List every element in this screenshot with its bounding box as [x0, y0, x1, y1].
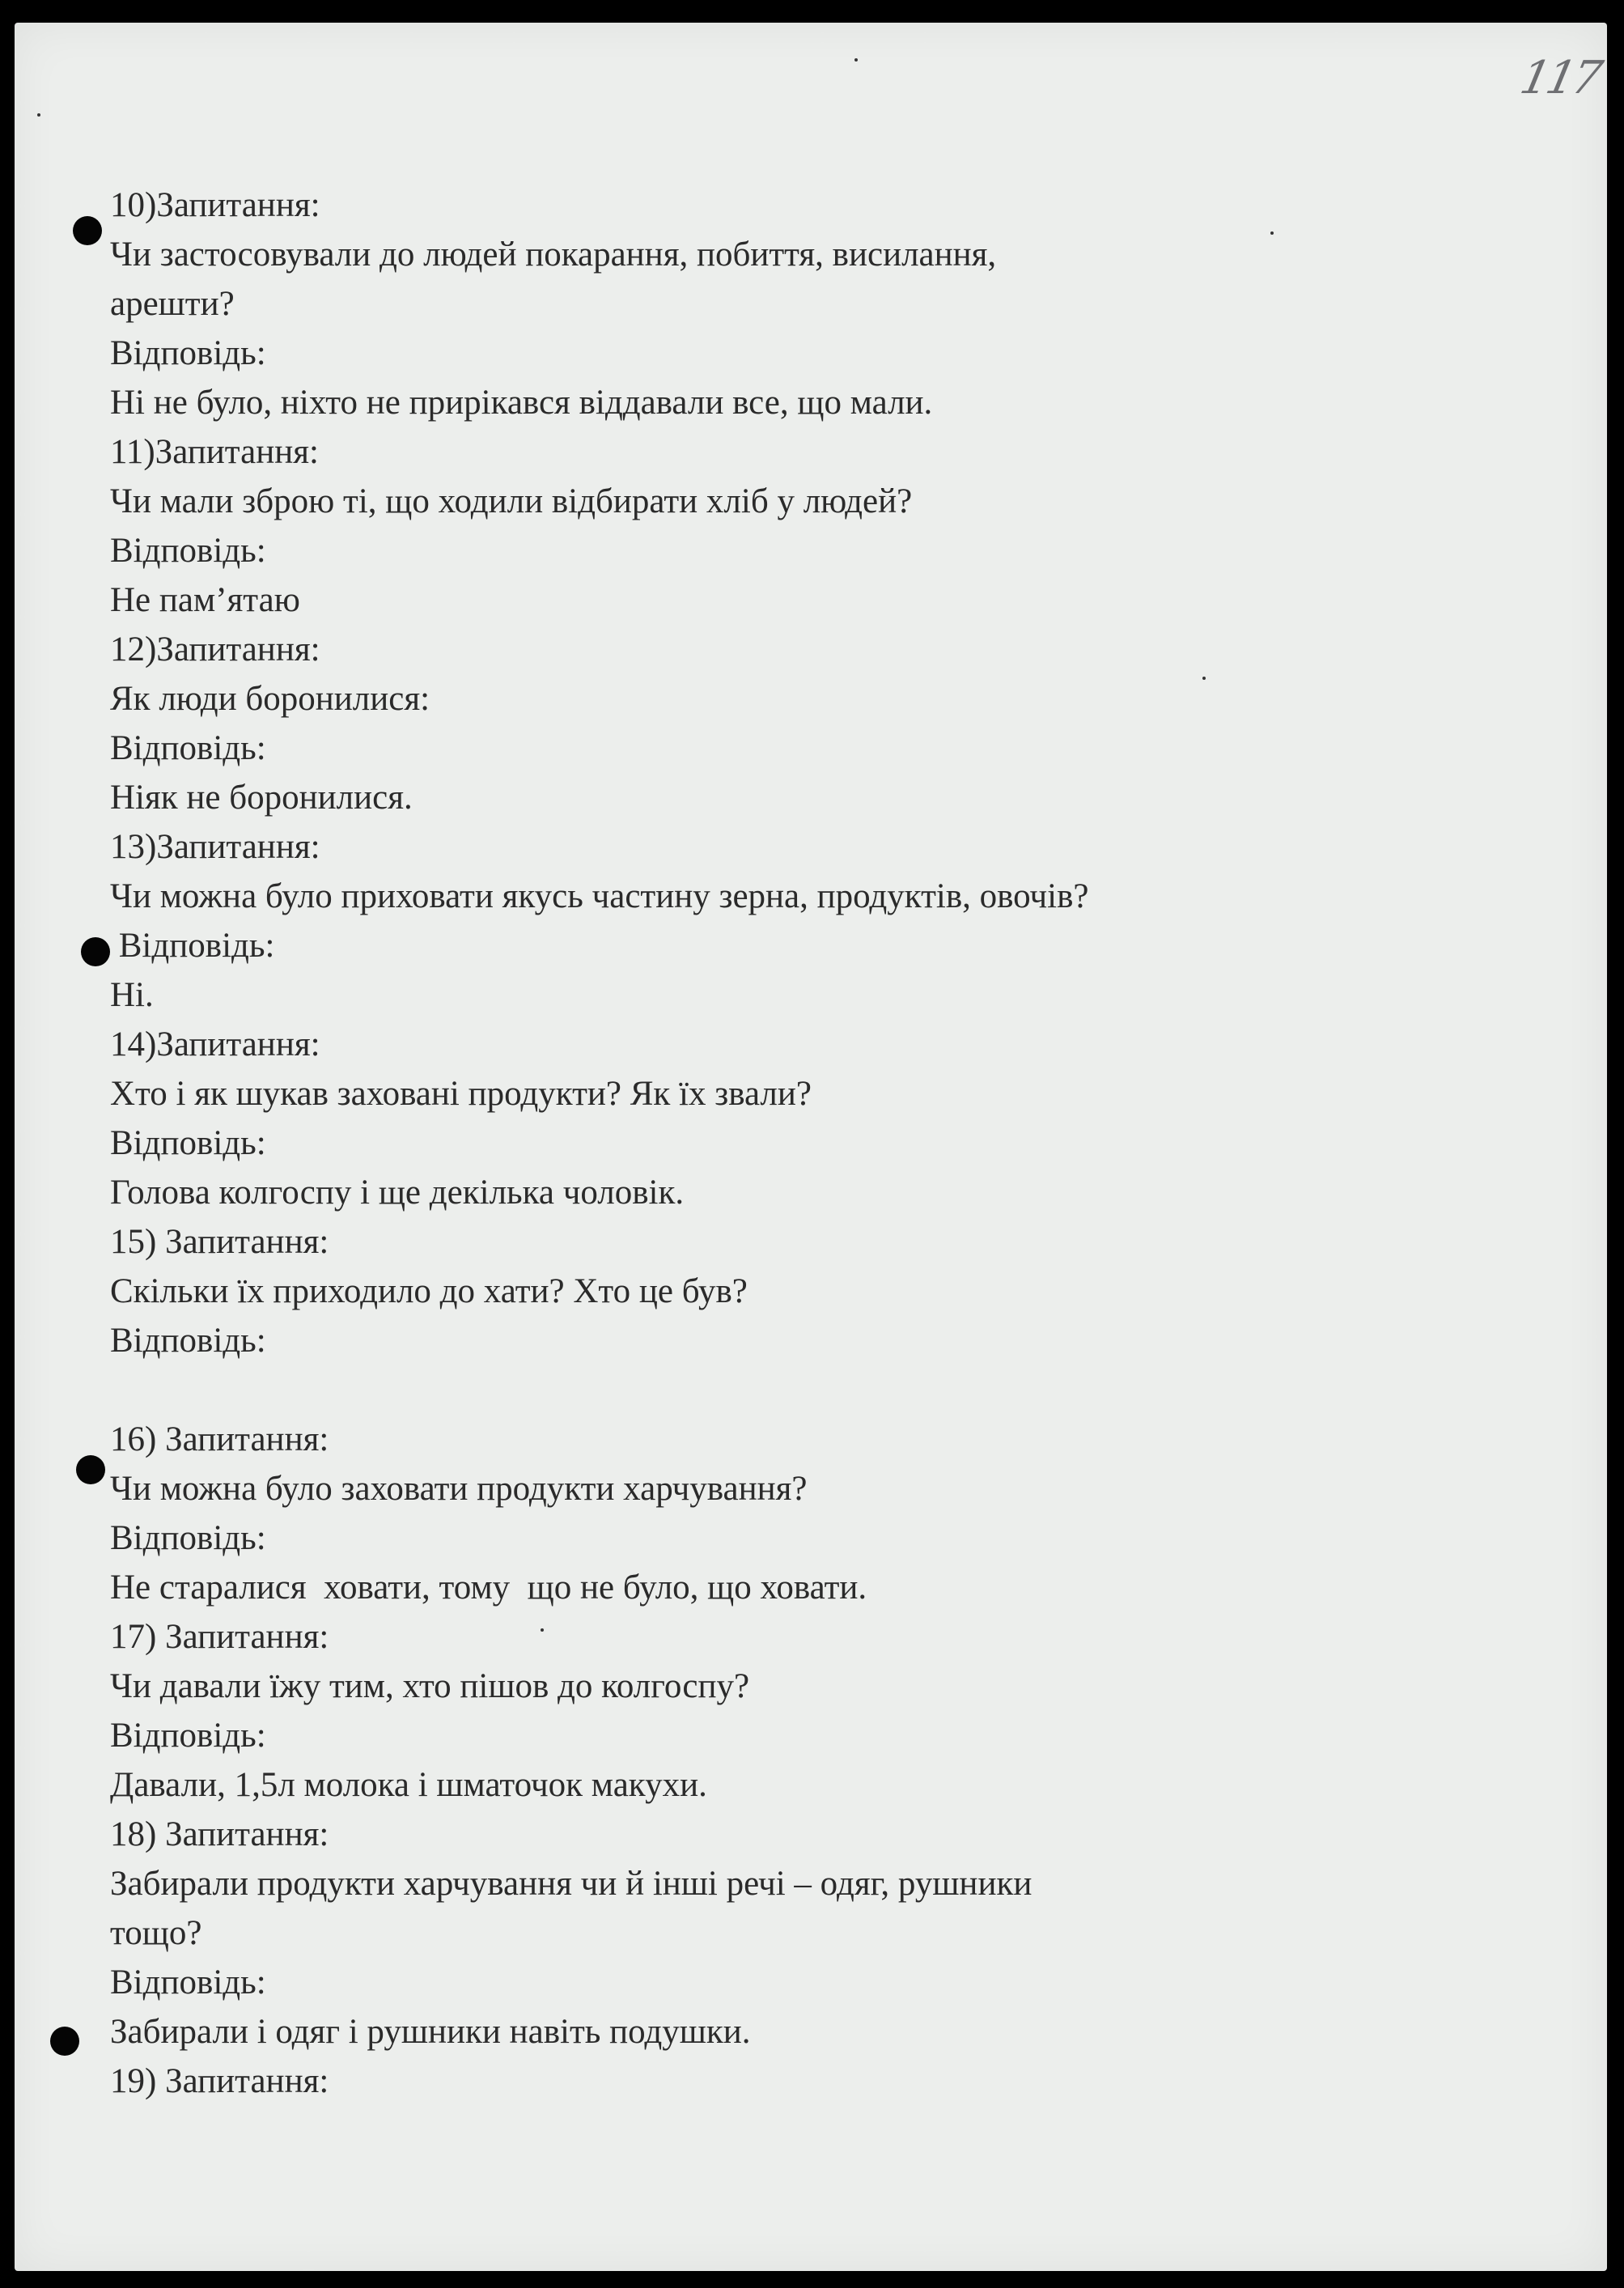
question-text: Чи можна було заховати продукти харчування?	[110, 1470, 808, 1508]
answer-text: Давали, 1,5л молока і шматочок макухи.	[110, 1766, 707, 1804]
punch-hole	[50, 2027, 79, 2056]
question-heading: 16) Запитання:	[110, 1420, 329, 1458]
question-heading: 15) Запитання:	[110, 1223, 329, 1261]
question-heading: 10)Запитання:	[110, 186, 320, 224]
question-text: Чи мали зброю ті, що ходили відбирати хліб у людей?	[110, 482, 913, 520]
question-text: Чи давали їжу тим, хто пішов до колгоспу?	[110, 1667, 750, 1705]
answer-heading: Відповідь:	[110, 334, 266, 372]
answer-text: Не пам’ятаю	[110, 581, 300, 619]
question-text: Забирали продукти харчування чи й інші речі – одяг, рушники	[110, 1865, 1032, 1903]
question-text: Хто і як шукав заховані продукти? Як їх звали?	[110, 1075, 812, 1113]
answer-text: Ні.	[110, 976, 154, 1014]
question-heading: 18) Запитання:	[110, 1815, 329, 1853]
answer-text: Голова колгоспу і ще декілька чоловік.	[110, 1174, 685, 1212]
question-heading: 19) Запитання:	[110, 2062, 329, 2100]
question-text: Скільки їх приходило до хати? Хто це був?	[110, 1272, 748, 1310]
question-heading: 13)Запитання:	[110, 828, 320, 866]
question-text: Як люди боронилися:	[110, 680, 430, 718]
answer-text: Не старалися ховати, тому що не було, що ховати.	[110, 1568, 867, 1607]
answer-text: Ніяк не боронилися.	[110, 779, 413, 817]
document-page	[15, 23, 1607, 2271]
paper-speck	[854, 58, 858, 62]
answer-heading: Відповідь:	[110, 532, 266, 570]
answer-heading: Відповідь:	[110, 1322, 266, 1360]
punch-hole	[76, 1455, 105, 1484]
answer-heading: Відповідь:	[110, 1519, 266, 1557]
question-text: Чи застосовували до людей покарання, побиття, висилання,	[110, 236, 997, 274]
question-heading: 11)Запитання:	[110, 433, 319, 471]
answer-text: Забирали і одяг і рушники навіть подушки.	[110, 2013, 751, 2051]
answer-text: Ні не було, ніхто не прирікався віддавали все, що мали.	[110, 384, 933, 422]
answer-heading: Відповідь:	[110, 729, 266, 767]
question-heading: 12)Запитання:	[110, 630, 320, 669]
answer-heading: Відповідь:	[110, 927, 275, 965]
question-heading: 17) Запитання:	[110, 1618, 329, 1656]
answer-heading: Відповідь:	[110, 1963, 266, 2001]
paper-speck	[37, 113, 40, 117]
interview-text	[110, 180, 1405, 2106]
punch-hole	[73, 216, 102, 245]
question-heading: 14)Запитання:	[110, 1025, 320, 1063]
answer-heading: Відповідь:	[110, 1124, 266, 1162]
answer-heading: Відповідь:	[110, 1717, 266, 1755]
question-text: тощо?	[110, 1914, 202, 1952]
punch-hole	[81, 937, 110, 966]
question-text: арешти?	[110, 285, 235, 323]
question-text: Чи можна було приховати якусь частину зерна, продуктів, овочів?	[110, 877, 1089, 915]
page-number: 117	[1516, 52, 1604, 104]
